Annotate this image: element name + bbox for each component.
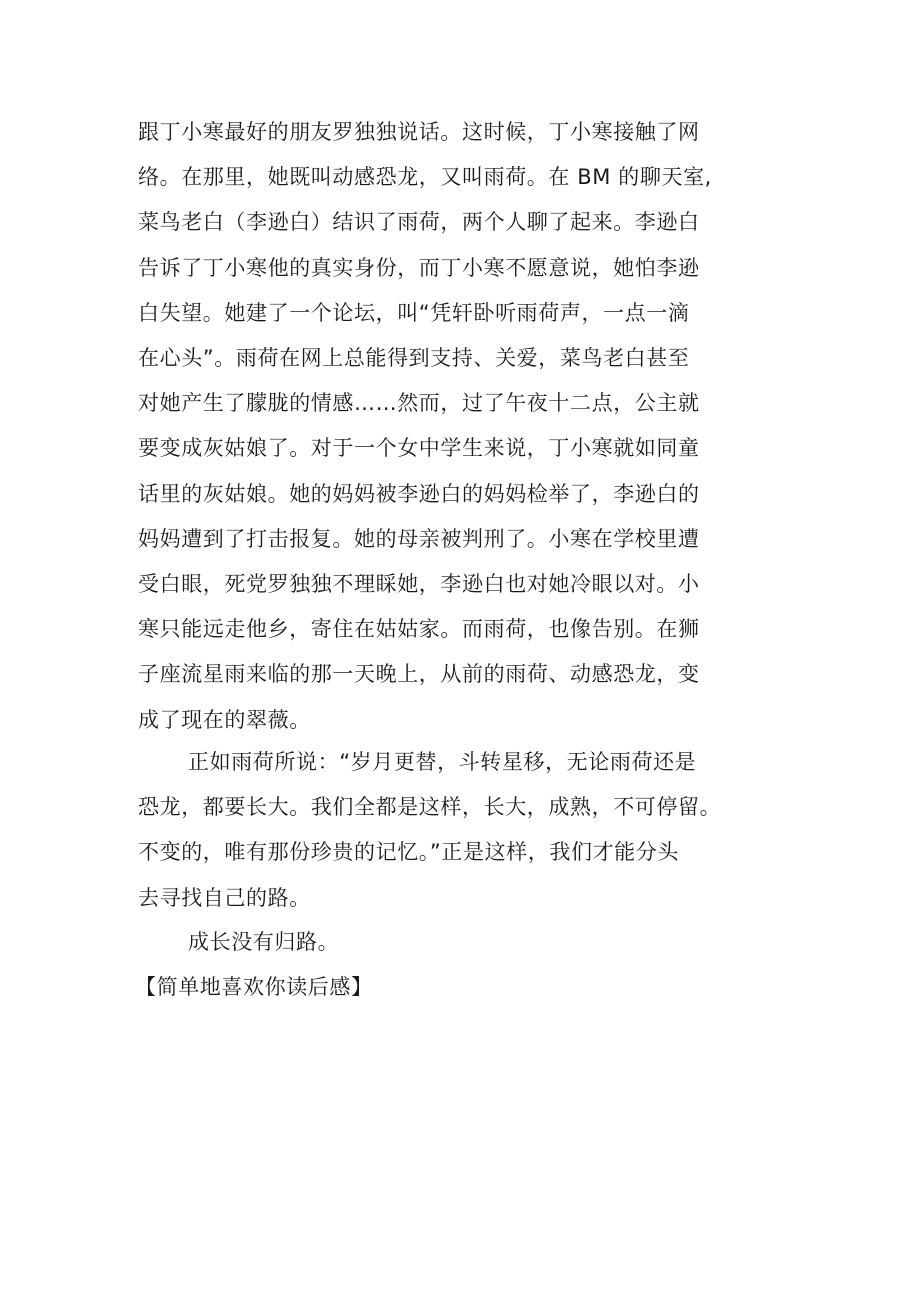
paragraph-line: 在心头”。雨荷在网上总能得到支持、关爱，菜鸟老白甚至 — [138, 346, 690, 371]
paragraph-line: 子座流星雨来临的那一天晚上，从前的雨荷、动感恐龙，变 — [138, 662, 700, 687]
paragraph-line: 要变成灰姑娘了。对于一个女中学生来说，丁小寒就如同童 — [138, 436, 700, 461]
paragraph-3 — [138, 920, 718, 965]
section-heading-text: 【简单地喜欢你读后感】 — [135, 975, 373, 999]
paragraph-line: 络。在那里，她既叫动感恐龙，又叫雨荷。在 BM 的聊天室, — [138, 165, 712, 190]
paragraph-line: 成了现在的翠薇。 — [138, 707, 311, 732]
paragraph-line: 告诉了丁小寒他的真实身份，而丁小寒不愿意说，她怕李逊 — [138, 255, 700, 280]
paragraph-line: 对她产生了朦胧的情感……然而，过了午夜十二点，公主就 — [138, 391, 700, 416]
section-heading — [135, 965, 715, 1010]
paragraph-line: 跟丁小寒最好的朋友罗独独说话。这时候，丁小寒接触了网 — [138, 120, 700, 144]
paragraph-1 — [138, 110, 718, 743]
paragraph-line: 成长没有归路。 — [188, 930, 340, 954]
paragraph-2 — [138, 740, 722, 921]
paragraph-line: 恐龙，都要长大。我们全都是这样，长大，成熟，不可停留。 — [138, 795, 722, 820]
paragraph-line: 寒只能远走他乡，寄住在姑姑家。而雨荷，也像告别。在狮 — [138, 617, 700, 642]
paragraph-line: 去寻找自己的路。 — [138, 885, 311, 910]
paragraph-line: 受白眼，死党罗独独不理睬她，李逊白也对她冷眼以对。小 — [138, 572, 700, 597]
paragraph-line: 不变的，唯有那份珍贵的记忆。”正是这样，我们才能分头 — [138, 840, 679, 865]
paragraph-line: 菜鸟老白（李逊白）结识了雨荷，两个人聊了起来。李逊白 — [138, 210, 700, 235]
paragraph-line: 正如雨荷所说：“岁月更替，斗转星移，无论雨荷还是 — [188, 750, 697, 774]
paragraph-line: 白失望。她建了一个论坛，叫“凭轩卧听雨荷声，一点一滴 — [138, 300, 690, 325]
paragraph-line: 妈妈遭到了打击报复。她的母亲被判刑了。小寒在学校里遭 — [138, 526, 700, 551]
paragraph-line: 话里的灰姑娘。她的妈妈被李逊白的妈妈检举了，李逊白的 — [138, 481, 700, 506]
